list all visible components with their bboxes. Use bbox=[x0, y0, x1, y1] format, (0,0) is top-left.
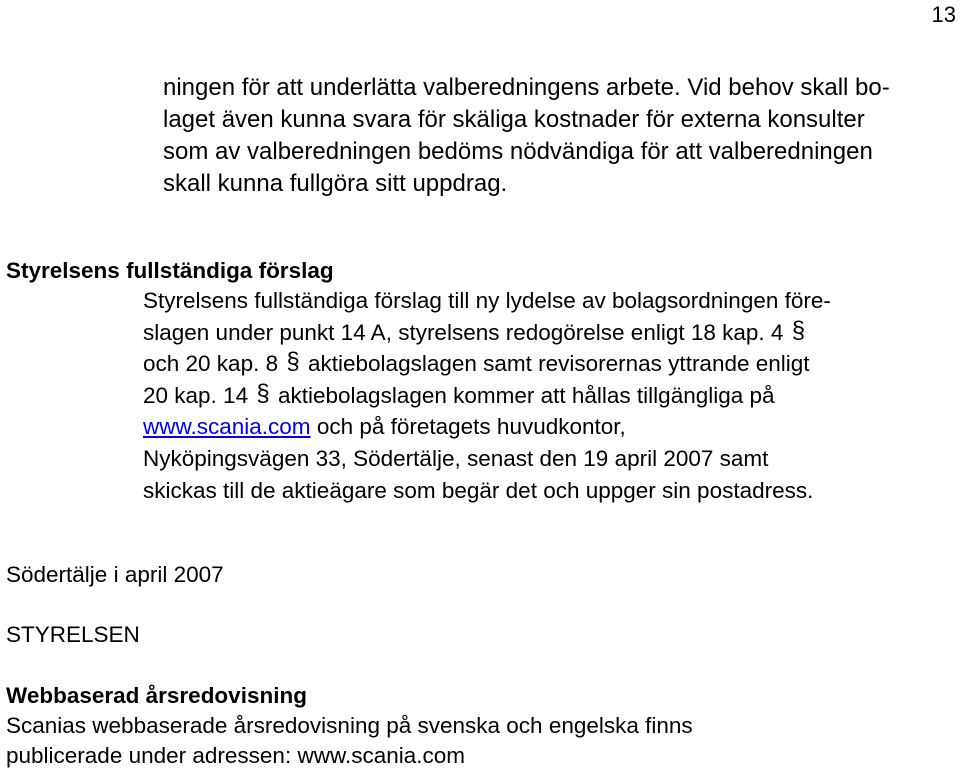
proposal-line-text: aktiebolagslagen kommer att hållas tillgängliga på bbox=[277, 382, 775, 408]
proposal-line-text: och 20 kap. 8 bbox=[143, 351, 279, 377]
board-signature: STYRELSEN bbox=[6, 622, 140, 647]
intro-paragraph bbox=[163, 72, 958, 200]
proposal-heading: Styrelsens fullständiga förslag bbox=[6, 258, 334, 283]
proposal-line-text: slagen under punkt 14 A, styrelsens redogörelse enligt 18 kap. 4 bbox=[143, 319, 784, 345]
section-sign-icon: § bbox=[286, 348, 300, 376]
place-date: Södertälje i april 2007 bbox=[6, 562, 224, 587]
section-sign-icon: § bbox=[791, 316, 806, 344]
proposal-line-text: och på företagets huvudkontor, bbox=[310, 414, 626, 440]
scania-website-link[interactable]: www.scania.com bbox=[143, 414, 311, 440]
intro-line: skall kunna fullgöra sitt uppdrag. bbox=[163, 170, 508, 197]
proposal-line-text: 20 kap. 14 bbox=[143, 382, 249, 408]
web-report-line: publicerade under adressen: www.scania.com bbox=[6, 743, 465, 768]
proposal-line: Styrelsens fullständiga förslag till ny lydelse av bolagsordningen före- bbox=[143, 288, 831, 313]
proposal-line bbox=[143, 380, 953, 412]
section-sign-icon: § bbox=[256, 379, 270, 407]
proposal-line bbox=[143, 411, 953, 443]
intro-line: laget även kunna svara för skäliga kostnader för externa konsulter bbox=[163, 106, 865, 133]
intro-line: ningen för att underlätta valberedningens arbete. Vid behov skall bo- bbox=[163, 74, 890, 101]
page-number: 13 bbox=[931, 2, 956, 27]
proposal-line bbox=[143, 317, 953, 349]
intro-line: som av valberedningen bedöms nödvändiga för att valberedningen bbox=[163, 138, 873, 165]
proposal-line-text: aktiebolagslagen samt revisorernas yttrande enligt bbox=[308, 351, 810, 377]
web-report-line: Scanias webbaserade årsredovisning på svenska och engelska finns bbox=[6, 713, 693, 738]
proposal-paragraph bbox=[143, 285, 953, 506]
proposal-line: Nyköpingsvägen 33, Södertälje, senast den 19 april 2007 samt bbox=[143, 445, 769, 471]
proposal-line: skickas till de aktieägare som begär det och uppger sin postadress. bbox=[143, 477, 814, 503]
web-report-paragraph bbox=[6, 711, 693, 771]
web-report-heading: Webbaserad årsredovisning bbox=[6, 683, 307, 708]
proposal-line bbox=[143, 348, 953, 380]
